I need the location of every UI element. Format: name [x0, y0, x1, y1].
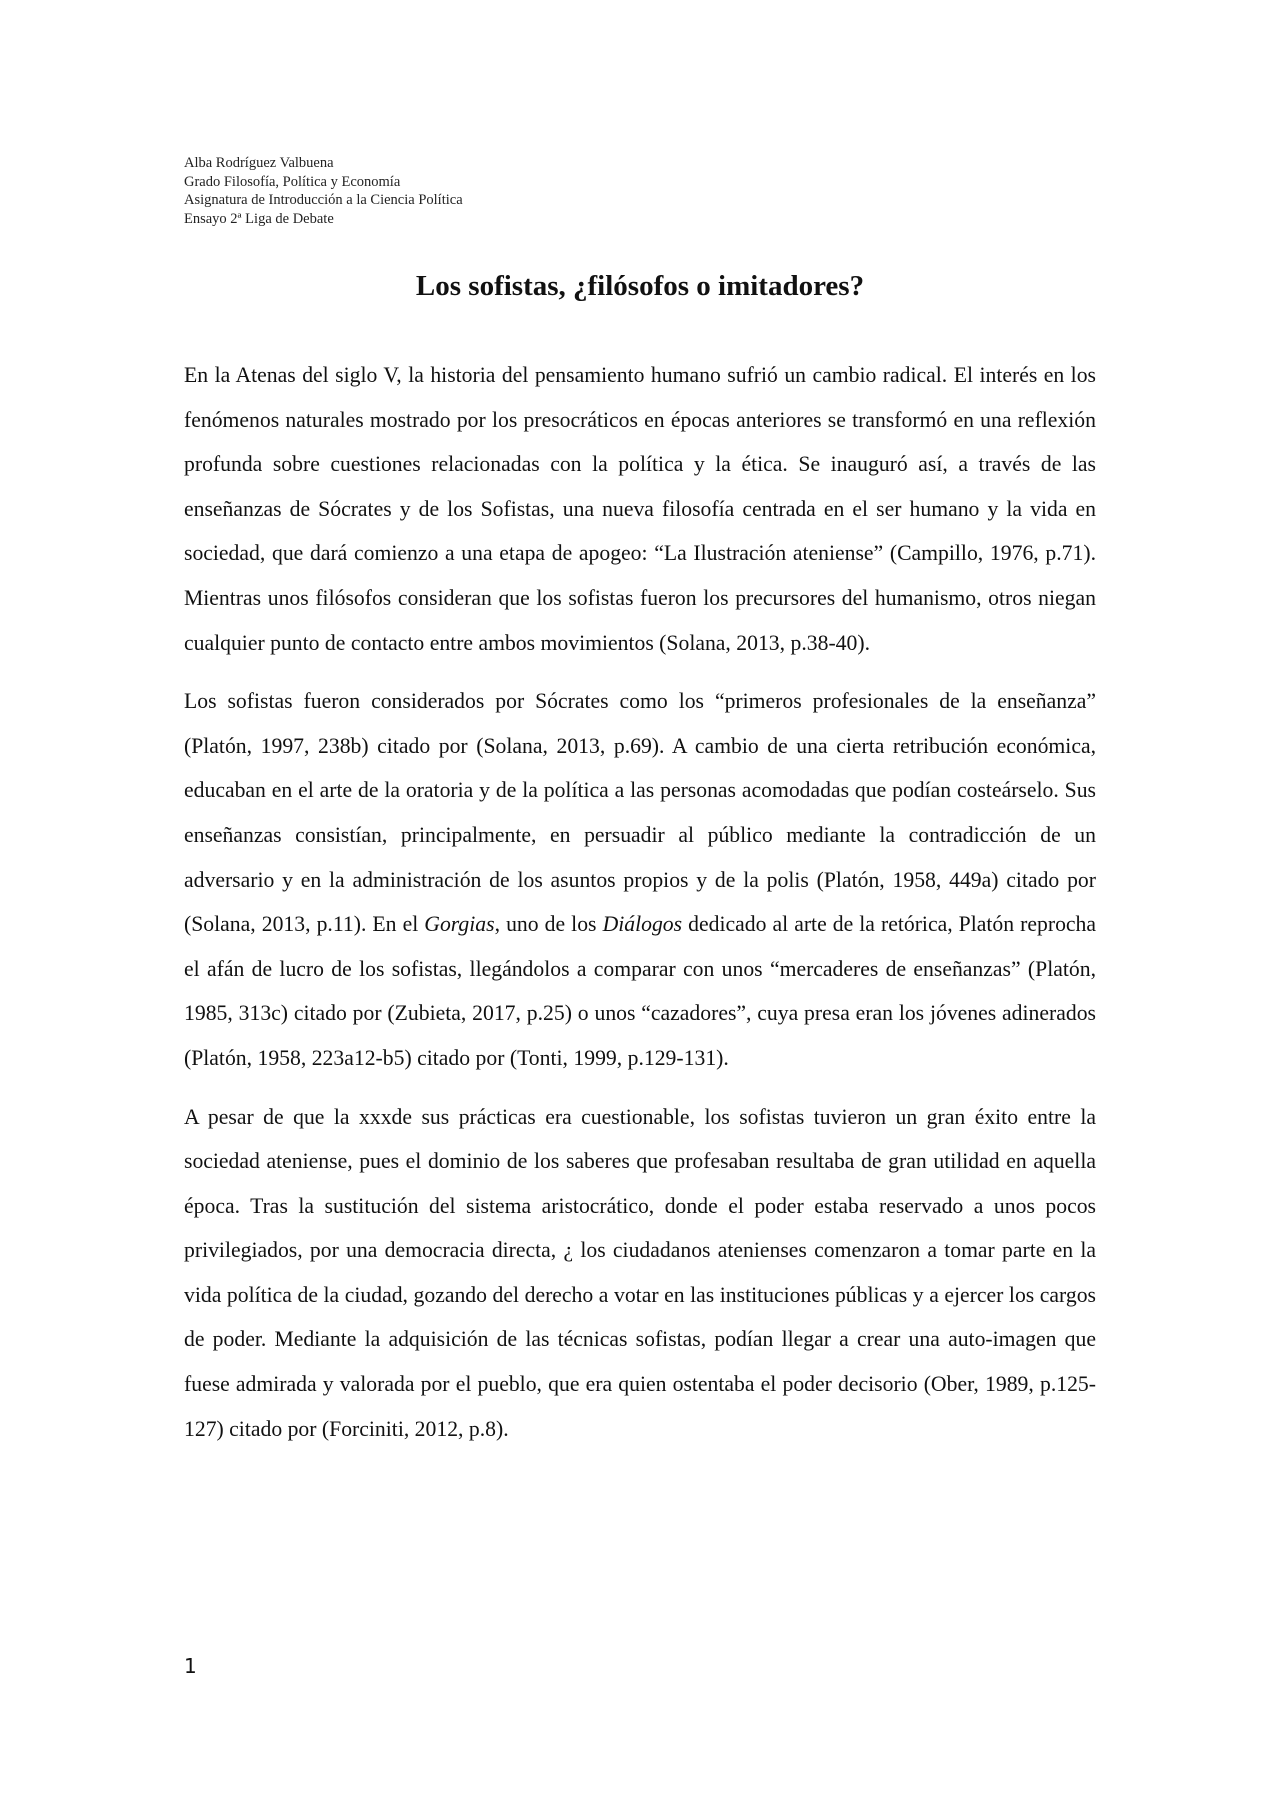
author-name: Alba Rodríguez Valbuena: [184, 155, 334, 171]
subject-name: Asignatura de Introducción a la Ciencia Política: [184, 192, 463, 209]
document-title: Los sofistas, ¿filósofos o imitadores?: [415, 270, 865, 302]
work-title-dialogos: Diálogos: [602, 912, 683, 937]
degree-name: Grado Filosofía, Política y Economía: [184, 173, 401, 190]
paragraph-2-part-a: Los sofistas fueron considerados por Sócrates como los “primeros profesionales de la enseñanza” (Platón, 1997, 238b) citado por (Solana, 2013, p.69). A cambio de una cierta retribución económica, educaban en el arte de la oratoria y de la política a las personas acomodadas que podían costeárselo. Sus enseñanzas consistían, principalmente, en persuadir al público mediante la contradicción de un adversario y en la administración de los asuntos propios y de la polis (Platón, 1958, 449a) citado por (Solana, 2013, p.11). En el: [184, 689, 1096, 937]
paragraph-2-part-c: dedicado al arte de la retórica, Platón reprocha el afán de lucro de los sofistas, llegándolos a comparar con unos “mercaderes de enseñanzas” (Platón, 1985, 313c) citado por (Zubieta, 2017, p.25) o unos “cazadores”, cuya presa eran los jóvenes adinerados (Platón, 1958, 223a12-b5) citado por (Tonti, 1999, p.129-131).: [184, 912, 1097, 1070]
paragraph-1: En la Atenas del siglo V, la historia del pensamiento humano sufrió un cambio radical. El interés en los fenómenos naturales mostrado por los presocráticos en épocas anteriores se transformó en una reflexión profunda sobre cuestiones relacionadas con la política y la ética. Se inauguró así, a través de las enseñanzas de Sócrates y de los Sofistas, una nueva filosofía centrada en el ser humano y la vida en sociedad, que dará comienzo a una etapa de apogeo: “La Ilustración ateniense” (Campillo, 1976, p.71). Mientras unos filósofos consideran que los sofistas fueron los precursores del humanismo, otros niegan cualquier punto de contacto entre ambos movimientos (Solana, 2013, p.38-40).: [184, 363, 1096, 655]
page-number: 1: [184, 1654, 197, 1678]
paragraph-2: [184, 679, 1096, 1080]
paragraph-2-part-b: , uno de los: [494, 912, 603, 937]
work-title-gorgias: Gorgias: [424, 912, 495, 937]
paragraph-3: A pesar de que la xxxde sus prácticas era cuestionable, los sofistas tuvieron un gran éxito entre la sociedad ateniense, pues el dominio de los saberes que profesaban resultaba de gran utilidad en aquella época. Tras la sustitución del sistema aristocrático, donde el poder estaba reservado a unos pocos privilegiados, por una democracia directa, ¿ los ciudadanos atenienses comenzaron a tomar parte en la vida política de la ciudad, gozando del derecho a votar en las instituciones públicas y a ejercer los cargos de poder. Mediante la adquisición de las técnicas sofistas, podían llegar a crear una auto-imagen que fuese admirada y valorada por el pueblo, que era quien ostentaba el poder decisorio (Ober, 1989, p.125-127) citado por (Forciniti, 2012, p.8).: [184, 1104, 1096, 1441]
document-body: [184, 353, 1096, 1465]
document-header: [184, 154, 884, 228]
essay-label: Ensayo 2ª Liga de Debate: [184, 210, 334, 227]
